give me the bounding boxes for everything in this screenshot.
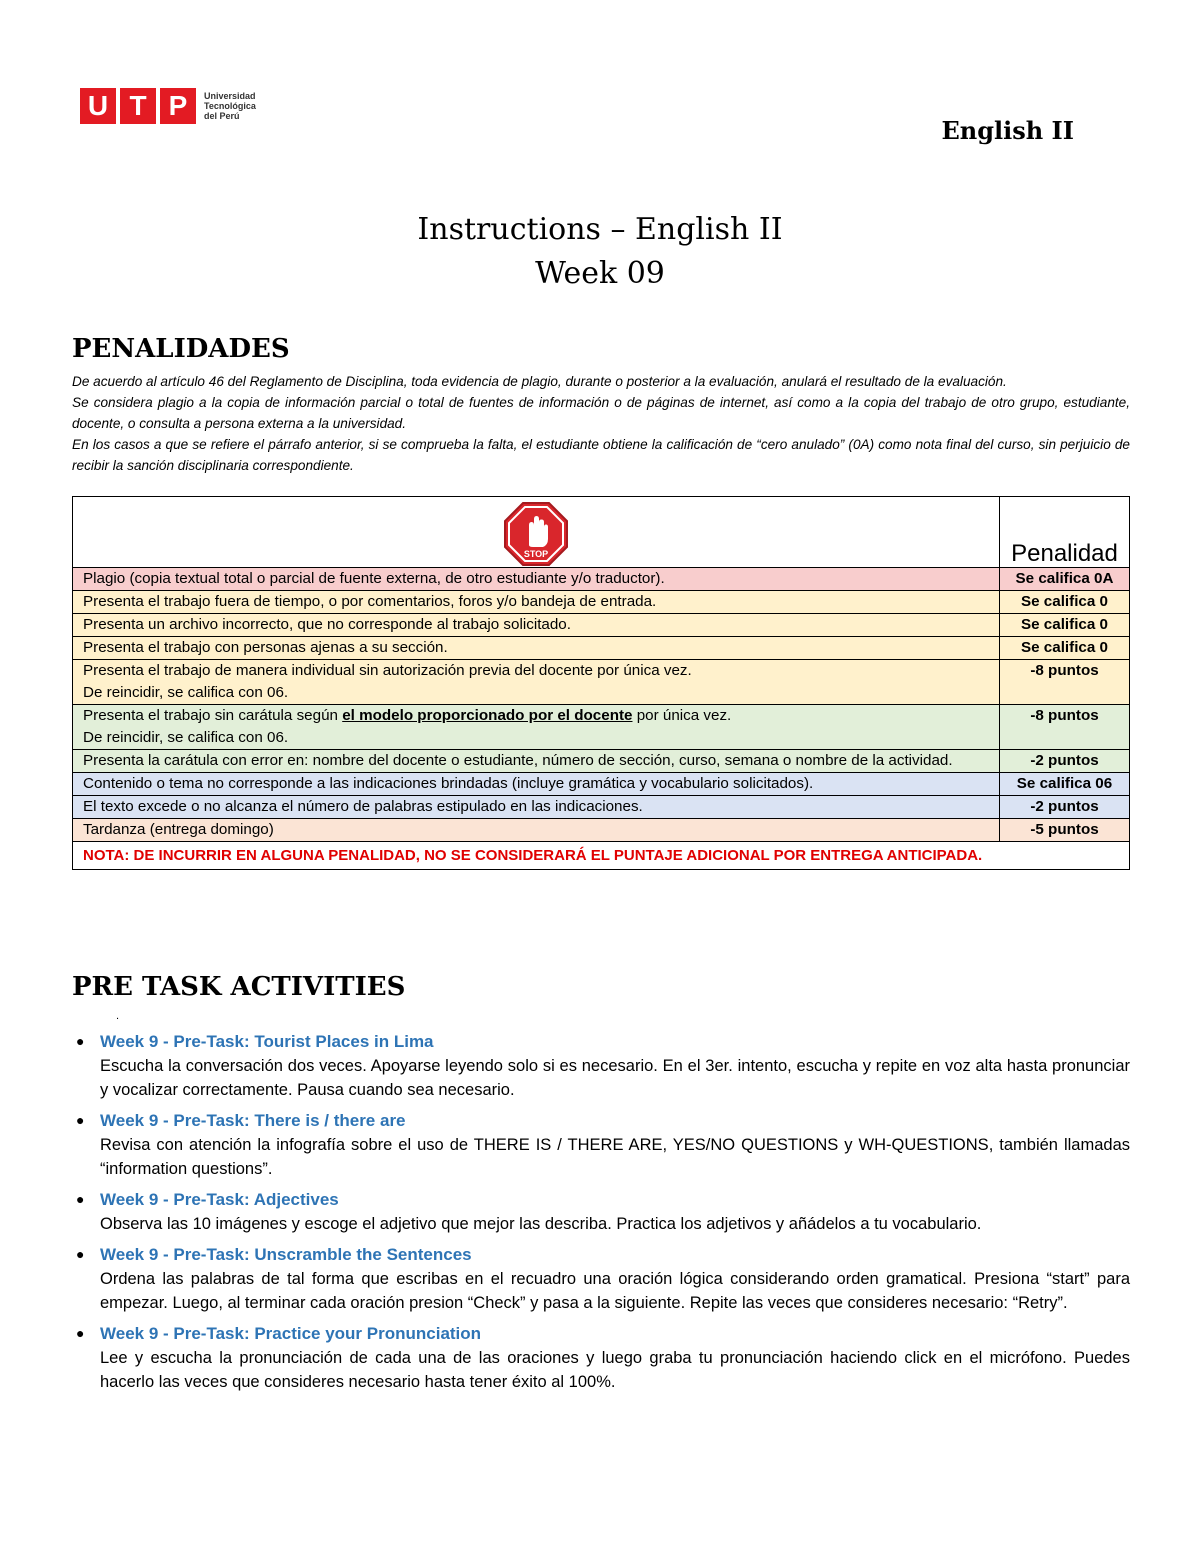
- row-emphasis: el modelo proporcionado por el docente: [342, 707, 633, 724]
- row-description: Plagio (copia textual total o parcial de fuente externa, de otro estudiante y/o traductor).: [73, 568, 1000, 591]
- task-description: Observa las 10 imágenes y escoge el adjetivo que mejor las describa. Practica los adjetivos y añádelos a tu vocabulario.: [100, 1215, 982, 1233]
- table-row: [73, 614, 1130, 637]
- row-penalty: Se califica 0: [1000, 614, 1130, 637]
- table-row: [73, 819, 1130, 842]
- task-title-link[interactable]: Week 9 - Pre-Task: Adjectives: [100, 1190, 339, 1209]
- pre-task-list: [72, 1030, 1130, 1401]
- title-line-1: Instructions – English II: [417, 212, 783, 247]
- table-note-row: [73, 842, 1130, 870]
- pre-task-heading: PRE TASK ACTIVITIES: [72, 972, 406, 1002]
- row-description: Tardanza (entrega domingo): [73, 819, 1000, 842]
- row-text: Presenta el trabajo sin carátula según: [83, 707, 343, 724]
- penalties-text: [72, 371, 1130, 476]
- list-item: [72, 1322, 1130, 1394]
- list-item: [72, 1109, 1130, 1181]
- stray-dot: .: [116, 1010, 120, 1022]
- row-description: [73, 705, 1000, 750]
- logo-text-line: del Perú: [204, 111, 240, 121]
- logo-text-line: Universidad: [204, 91, 256, 101]
- logo-letter-t: T: [120, 88, 156, 124]
- table-row: [73, 660, 1130, 705]
- row-description: Presenta la carátula con error en: nombre del docente o estudiante, número de sección, curso, semana o nombre de la actividad.: [73, 750, 1000, 773]
- table-header-row: [73, 497, 1130, 568]
- row-description: El texto excede o no alcanza el número de palabras estipulado en las indicaciones.: [73, 796, 1000, 819]
- table-note: NOTA: DE INCURRIR EN ALGUNA PENALIDAD, NO SE CONSIDERARÁ EL PUNTAJE ADICIONAL POR ENTREGA ANTICIPADA.: [73, 842, 1130, 870]
- penalties-paragraph: En los casos a que se refiere el párrafo anterior, si se comprueba la falta, el estudiante obtiene la calificación de “cero anulado” (0A) como nota final del curso, sin perjuicio de recibir la sanción disciplinaria correspondiente.: [72, 437, 1130, 473]
- row-description-line: De reincidir, se califica con 06.: [83, 684, 289, 701]
- table-row: [73, 637, 1130, 660]
- bullet-icon: ●: [76, 1033, 85, 1049]
- logo-text-line: Tecnológica: [204, 101, 256, 111]
- logo-letter-p: P: [160, 88, 196, 124]
- title-line-2: Week 09: [535, 256, 665, 291]
- row-penalty: Se califica 0: [1000, 591, 1130, 614]
- row-description: Presenta el trabajo con personas ajenas a su sección.: [73, 637, 1000, 660]
- course-label: English II: [941, 116, 1074, 145]
- bullet-icon: ●: [76, 1325, 85, 1341]
- row-penalty: Se califica 0: [1000, 637, 1130, 660]
- task-title-link[interactable]: Week 9 - Pre-Task: Practice your Pronunciation: [100, 1324, 482, 1343]
- logo-letters: [80, 88, 196, 124]
- table-row: [73, 773, 1130, 796]
- logo-text: [204, 91, 284, 121]
- row-text: por única vez.: [632, 707, 732, 724]
- page-title: [0, 208, 1200, 296]
- penalty-header: Penalidad: [1000, 497, 1130, 568]
- row-penalty: Se califica 0A: [1000, 568, 1130, 591]
- bullet-icon: ●: [76, 1112, 85, 1128]
- row-penalty: -5 puntos: [1000, 819, 1130, 842]
- utp-logo: [80, 88, 284, 124]
- table-row: [73, 591, 1130, 614]
- row-penalty: -2 puntos: [1000, 796, 1130, 819]
- row-description-line: De reincidir, se califica con 06.: [83, 729, 289, 746]
- penalties-heading: PENALIDADES: [72, 334, 290, 364]
- row-description-line: [83, 705, 989, 727]
- task-title-link[interactable]: Week 9 - Pre-Task: Unscramble the Sentences: [100, 1245, 472, 1264]
- row-description: Presenta el trabajo fuera de tiempo, o por comentarios, foros y/o bandeja de entrada.: [73, 591, 1000, 614]
- penalties-paragraph: Se considera plagio a la copia de información parcial o total de fuentes de información o de páginas de internet, así como a la copia del trabajo de otro grupo, estudiante, docente, o consulta a persona externa a la universidad.: [72, 395, 1130, 431]
- row-description: [73, 660, 1000, 705]
- row-description: Presenta un archivo incorrecto, que no corresponde al trabajo solicitado.: [73, 614, 1000, 637]
- table-row: [73, 568, 1130, 591]
- task-description: Ordena las palabras de tal forma que escribas en el recuadro una oración lógica considerando orden gramatical. Presiona “start” para empezar. Luego, al terminar cada oración presion “Check” y pasa a la siguiente. Repite las veces que consideres necesario: “Retry”.: [100, 1270, 1130, 1312]
- table-row: [73, 750, 1130, 773]
- list-item: [72, 1243, 1130, 1315]
- bullet-icon: ●: [76, 1246, 85, 1262]
- penalties-table: [72, 496, 1130, 870]
- list-item: [72, 1188, 1130, 1236]
- stop-sign-icon: [503, 501, 569, 567]
- task-description: Revisa con atención la infografía sobre el uso de THERE IS / THERE ARE, YES/NO QUESTIONS y WH-QUESTIONS, también llamadas “information questions”.: [100, 1136, 1130, 1178]
- task-title-link[interactable]: Week 9 - Pre-Task: Tourist Places in Lima: [100, 1032, 434, 1051]
- bullet-icon: ●: [76, 1191, 85, 1207]
- row-penalty: -8 puntos: [1000, 705, 1130, 750]
- table-row: [73, 705, 1130, 750]
- logo-letter-u: U: [80, 88, 116, 124]
- row-penalty: -2 puntos: [1000, 750, 1130, 773]
- row-description-line: Presenta el trabajo de manera individual sin autorización previa del docente por única vez.: [83, 662, 692, 679]
- row-penalty: Se califica 06: [1000, 773, 1130, 796]
- penalties-paragraph: De acuerdo al artículo 46 del Reglamento de Disciplina, toda evidencia de plagio, durante o posterior a la evaluación, anulará el resultado de la evaluación.: [72, 374, 1007, 389]
- row-description: Contenido o tema no corresponde a las indicaciones brindadas (incluye gramática y vocabulario solicitados).: [73, 773, 1000, 796]
- task-description: Lee y escucha la pronunciación de cada una de las oraciones y luego graba tu pronunciación haciendo click en el micrófono. Puedes hacerlo las veces que consideres necesario hasta tener éxito al 100%.: [100, 1349, 1130, 1391]
- list-item: [72, 1030, 1130, 1102]
- stop-cell: [73, 497, 1000, 568]
- row-penalty: -8 puntos: [1000, 660, 1130, 705]
- table-row: [73, 796, 1130, 819]
- stop-sign-text: STOP: [523, 549, 549, 559]
- task-title-link[interactable]: Week 9 - Pre-Task: There is / there are: [100, 1111, 406, 1130]
- task-description: Escucha la conversación dos veces. Apoyarse leyendo solo si es necesario. En el 3er. intento, escucha y repite en voz alta hasta pronunciar y vocalizar correctamente. Pausa cuando sea necesario.: [100, 1057, 1130, 1099]
